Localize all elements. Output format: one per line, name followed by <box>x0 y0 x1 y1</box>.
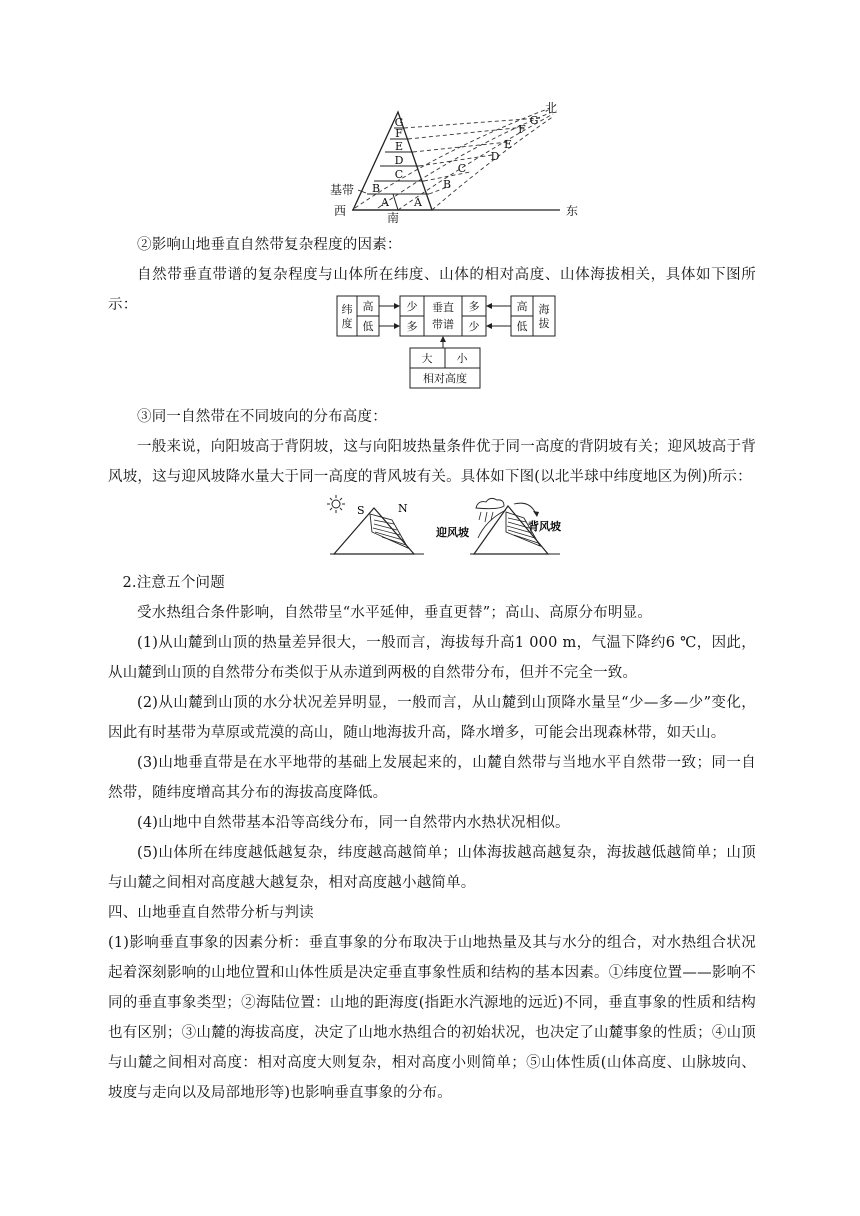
belt-label: A <box>381 196 389 209</box>
section-4-body: (1)影响垂直事象的因素分析：垂直事象的分布取决于山地热量及其与水分的组合，对水热组合状况起着深刻影响的山地位置和山体性质是决定垂直事象性质和结构的基本因素。①纬度位置——影响不同的垂直事象类型；②海陆位置：山地的距海度(指距水汽源地的远近)不同，垂直事象的性质和结构也有区别；③山麓的海拔高度，决定了山地水热组合的初始状况，也决定了山麓事象的性质；④山顶与山麓之间相对高度：相对高度大则复杂，相对高度小则简单；⑤山体性质(山体高度、山脉坡向、坡度与走向以及局部地形等)也影响垂直事象的分布。 <box>108 935 756 1101</box>
section-3-heading: ③同一自然带在不同坡向的分布高度： <box>137 409 387 425</box>
many-label: 多 <box>468 300 480 313</box>
note-item-1: (1)从山麓到山顶的热量差异很大，一般而言，海拔每升高1 000 m，气温下降约6 ℃，因此，从山麓到山顶的自然带分布类似于从赤道到两极的自然带分布，但并不完全一致。 <box>108 635 756 681</box>
section-4-title: 四、山地垂直自然带分析与判读 <box>108 905 314 921</box>
relative-height-label: 相对高度 <box>423 372 467 385</box>
south-label: 南 <box>387 211 400 225</box>
notes-intro: 受水热组合条件影响，自然带呈“水平延伸，垂直更替”；高山、高原分布明显。 <box>137 605 653 621</box>
belt-label: G <box>529 114 539 127</box>
relative-small: 小 <box>456 352 468 365</box>
note-item-5: (5)山体所在纬度越低越复杂，纬度越高越简单；山体海拔越高越复杂，海拔越低越简单；山顶与山麓之间相对高度越大越复杂，相对高度越小越简单。 <box>108 845 756 891</box>
altitude-high: 高 <box>516 300 528 313</box>
latitude-high: 高 <box>362 300 374 313</box>
windward-label: 迎风坡 <box>436 526 469 539</box>
note-item-4: (4)山地中自然带基本沿等高线分布，同一自然带内水热状况相似。 <box>137 815 570 831</box>
belt-label: F <box>395 127 403 140</box>
belt-label: D <box>394 154 404 167</box>
altitude-label: 拔 <box>538 317 550 330</box>
slope-figure <box>0 490 860 570</box>
altitude-label: 海 <box>538 303 550 316</box>
note-item-3: (3)山地垂直带是在水平地带的基础上发展起来的，山麓自然带与当地水平自然带一致；同一自然带，随纬度增高其分布的海拔高度降低。 <box>108 755 756 801</box>
belt-label: B <box>442 178 452 191</box>
section-2-body: 自然带垂直带谱的复杂程度与山体所在纬度、山体的相对高度、山体海拔相关，具体如下图所示： <box>108 267 756 313</box>
leeward-label: 背风坡 <box>528 520 561 533</box>
few-label: 少 <box>406 300 418 313</box>
belt-label: A <box>414 196 422 209</box>
belt-label: F <box>518 123 526 136</box>
belt-label: B <box>371 182 381 195</box>
belt-label: D <box>490 150 500 163</box>
latitude-label: 纬 <box>341 303 353 316</box>
base-belt-label: 基带 <box>330 183 355 197</box>
note-item-2: (2)从山麓到山顶的水分状况差异明显，一般而言，从山麓到山顶降水量呈“少—多—少”变化，因此有时基带为草原或荒漠的高山，随山地海拔升高，降水增多，可能会出现森林带，如天山。 <box>108 695 756 741</box>
belt-label: E <box>503 138 513 151</box>
latitude-label: 度 <box>341 317 353 330</box>
belt-label: C <box>394 168 404 181</box>
many-label: 多 <box>406 320 418 333</box>
center-label: 带谱 <box>432 318 454 331</box>
latitude-low: 低 <box>362 320 374 333</box>
mountain-belt-figure <box>0 0 860 230</box>
north-slope-label: N <box>398 502 408 515</box>
complexity-flow-diagram <box>0 292 860 392</box>
section-3-body: 一般来说，向阳坡高于背阴坡，这与向阳坡热量条件优于同一高度的背阴坡有关；迎风坡高于背风坡，这与迎风坡降水量大于同一高度的背风坡有关。具体如下图(以北半球中纬度地区为例)所示： <box>108 439 756 485</box>
east-label: 东 <box>566 204 579 218</box>
belt-label: E <box>394 140 404 153</box>
few-label: 少 <box>468 320 480 333</box>
south-slope-label: S <box>357 504 365 517</box>
north-label: 北 <box>545 101 558 115</box>
belt-label: C <box>457 162 467 175</box>
belt-label: G <box>394 116 404 129</box>
cloud-icon <box>476 498 504 508</box>
notes-title: 2.注意五个问题 <box>122 575 225 591</box>
altitude-low: 低 <box>516 320 528 333</box>
section-2-heading: ②影响山地垂直自然带复杂程度的因素： <box>137 237 402 253</box>
sun-icon <box>327 495 345 513</box>
west-label: 西 <box>334 204 347 218</box>
center-label: 垂直 <box>432 301 454 314</box>
relative-big: 大 <box>421 352 433 365</box>
